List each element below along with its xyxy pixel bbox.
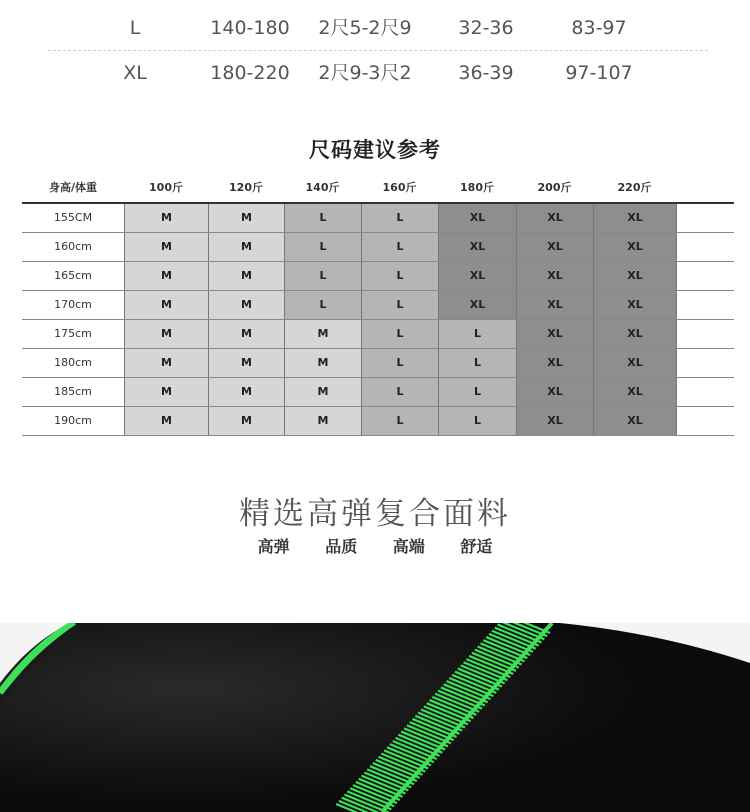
size-cell: L [361, 320, 438, 348]
weight-range: 140-180 [210, 17, 290, 39]
table-row [22, 378, 734, 407]
size-cell: XL [516, 320, 593, 348]
weight-header: 200斤 [537, 181, 572, 194]
height-label: 185cm [54, 385, 92, 398]
table-row [22, 407, 734, 436]
fabric-title: 精选高弹复合面料 [239, 496, 511, 532]
size-cell: L [361, 262, 438, 290]
size-cell: XL [593, 349, 676, 377]
weight-header: 100斤 [149, 181, 183, 194]
size-cell: L [284, 291, 361, 319]
size-cell: L [361, 233, 438, 261]
size-row-xl [0, 51, 750, 95]
waist-cm: 97-107 [565, 62, 633, 84]
fabric-surface [0, 623, 750, 812]
size-cell: M [124, 378, 208, 406]
table-row [22, 233, 734, 262]
height-label: 160cm [54, 240, 92, 253]
size-cell: XL [438, 291, 516, 319]
waist-cm: 83-97 [571, 17, 627, 39]
size-row-l [0, 6, 750, 50]
size-cell: L [438, 349, 516, 377]
size-cell: XL [593, 204, 676, 232]
table-corner-header: 身高/体重 [48, 181, 98, 194]
table-row [22, 204, 734, 233]
fabric-tag: 舒适 [460, 537, 493, 556]
fabric-closeup-image [0, 623, 750, 812]
size-cell: L [361, 349, 438, 377]
size-cell: M [208, 378, 284, 406]
size-cell: M [208, 262, 284, 290]
empty-cell [676, 291, 734, 319]
row-divider [22, 435, 734, 436]
weight-header: 160斤 [382, 181, 417, 194]
size-cell: M [124, 349, 208, 377]
size-label: XL [123, 62, 147, 84]
size-cell: XL [593, 233, 676, 261]
height-label: 165cm [54, 269, 92, 282]
height-label: 175cm [54, 327, 92, 340]
size-cell: M [124, 262, 208, 290]
size-cell: M [284, 407, 361, 435]
size-cell: XL [516, 262, 593, 290]
fabric-tag: 品质 [325, 537, 358, 556]
waist-inch: 32-36 [458, 17, 514, 39]
size-cell: M [208, 291, 284, 319]
size-cell: XL [593, 320, 676, 348]
empty-cell [676, 262, 734, 290]
fabric-tags [0, 534, 750, 557]
weight-header: 120斤 [229, 181, 263, 194]
size-cell: M [124, 233, 208, 261]
size-cell: L [361, 378, 438, 406]
size-label: L [129, 17, 141, 39]
empty-cell [676, 233, 734, 261]
size-cell: L [284, 262, 361, 290]
size-spec-rows [0, 0, 750, 100]
size-cell: L [438, 320, 516, 348]
size-cell: M [208, 233, 284, 261]
size-cell: XL [593, 407, 676, 435]
empty-cell [676, 407, 734, 435]
height-label: 155CM [53, 211, 93, 224]
size-cell: M [124, 204, 208, 232]
size-cell: XL [593, 262, 676, 290]
size-cell: XL [438, 204, 516, 232]
size-cell: M [284, 349, 361, 377]
size-cell: XL [516, 233, 593, 261]
fabric-tag: 高弹 [257, 537, 290, 556]
size-cell: XL [516, 204, 593, 232]
size-cell: XL [516, 378, 593, 406]
fabric-stitch-illustration [0, 623, 750, 812]
weight-header: 140斤 [305, 181, 340, 194]
size-cell: M [208, 407, 284, 435]
table-row [22, 262, 734, 291]
table-row [22, 349, 734, 378]
size-cell: M [208, 204, 284, 232]
size-cell: M [208, 349, 284, 377]
size-cell: M [284, 320, 361, 348]
size-cell: M [208, 320, 284, 348]
size-cell: M [284, 378, 361, 406]
size-cell: XL [593, 378, 676, 406]
empty-cell [676, 349, 734, 377]
weight-header: 180斤 [460, 181, 494, 194]
size-cell: L [284, 233, 361, 261]
size-cell: XL [593, 291, 676, 319]
height-label: 190cm [54, 414, 92, 427]
size-cell: XL [516, 291, 593, 319]
waist-chi: 2尺5-2尺9 [318, 17, 412, 39]
size-cell: XL [516, 407, 593, 435]
weight-range: 180-220 [210, 62, 290, 84]
waist-inch: 36-39 [458, 62, 514, 84]
size-cell: M [124, 407, 208, 435]
waist-chi: 2尺9-3尺2 [318, 62, 412, 84]
size-cell: L [438, 407, 516, 435]
height-label: 180cm [54, 356, 92, 369]
size-cell: XL [438, 233, 516, 261]
empty-cell [676, 378, 734, 406]
height-label: 170cm [54, 298, 92, 311]
size-cell: L [438, 378, 516, 406]
fabric-tag: 高端 [392, 537, 425, 556]
empty-cell [676, 320, 734, 348]
table-row [22, 320, 734, 349]
size-cell: L [361, 407, 438, 435]
size-cell: M [124, 320, 208, 348]
size-cell: L [361, 291, 438, 319]
size-cell: L [284, 204, 361, 232]
weight-header: 220斤 [617, 181, 652, 194]
size-cell: M [124, 291, 208, 319]
size-cell: XL [516, 349, 593, 377]
size-cell: L [361, 204, 438, 232]
size-cell: XL [438, 262, 516, 290]
empty-cell [676, 204, 734, 232]
recommend-title: 尺码建议参考 [309, 138, 441, 162]
table-row [22, 291, 734, 320]
